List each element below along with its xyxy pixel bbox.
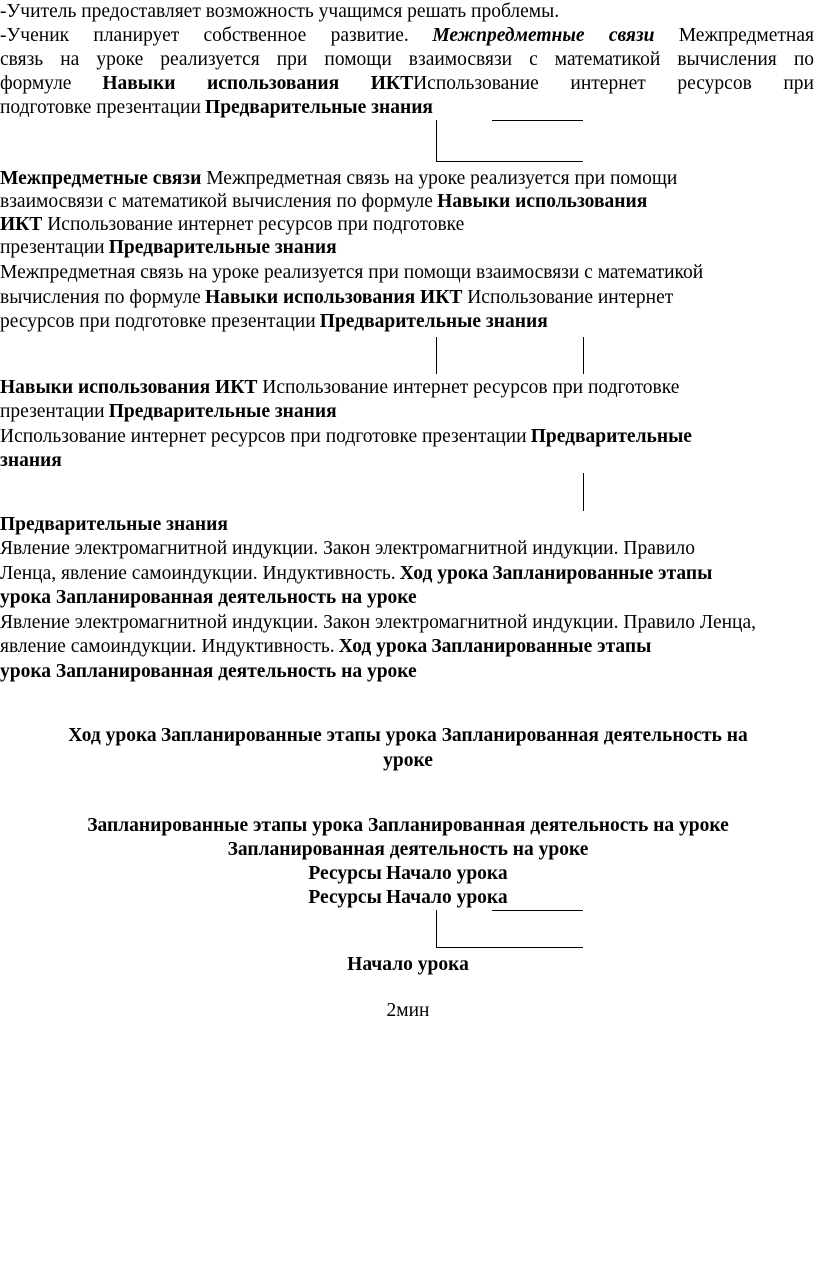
paragraph-text: Явление электромагнитной индукции. Закон электромагнитной индукции. Правило Ленца, [0,612,757,633]
text-line [0,537,695,561]
paragraph-text: -Учитель предоставляет возможность учащимся решать проблемы. [0,1,560,22]
bold-heading: Запланированная деятельность на уроке [227,839,589,860]
paragraph-text: связь на уроке реализуется при помощи взаимосвязи с математикой вычисления по [0,49,814,70]
bold-heading: Ход урока [338,636,428,657]
bold-heading: Навыки использования ИКТ [204,287,463,308]
bold-heading: Начало урока [385,887,508,908]
text-line [0,261,703,285]
text-line [0,96,433,120]
paragraph-text: Межпредметная связь на уроке реализуется при помощи [206,168,678,189]
bold-heading: Запланированные этапы [431,636,652,657]
paragraph-text: презентации [0,401,105,422]
paragraph-text: ресурсов при подготовке презентации [0,311,316,332]
bold-heading: Предварительные [530,426,692,447]
table-rule [583,473,584,511]
paragraph-text: 2мин [386,1000,430,1021]
centered-heading [0,886,816,910]
bold-heading: Навыки использования [437,191,648,212]
bold-heading: Запланированные этапы урока [87,815,364,836]
bold-heading: Начало урока [347,954,469,975]
table-rule [583,337,584,374]
bold-heading: Запланированная деятельность на уроке [55,661,417,682]
bold-heading: Запланированные этапы урока [160,725,437,746]
bold-heading: Ход урока [399,563,489,584]
bold-heading: Запланированная деятельность на уроке [55,587,417,608]
paragraph-text: Межпредметная связь на уроке реализуется при помощи взаимосвязи с математикой [0,262,704,283]
table-rule [492,120,583,121]
paragraph-text: Использование интернет ресурсов при подготовке [47,214,465,235]
bold-heading: Предварительные знания [319,311,548,332]
paragraph-text: Использование интернет ресурсов при [413,73,814,94]
text-line [0,513,228,537]
paragraph-text: Использование интернет [467,287,674,308]
bold-heading: ИКТ [0,214,43,235]
table-rule [436,120,437,162]
text-line [0,635,651,659]
bold-heading: знания [0,450,62,471]
bold-heading: урока [0,587,52,608]
missing-glyph-icon [409,28,433,43]
bold-heading: Межпредметные связи [432,25,655,46]
text-line [0,376,679,400]
bold-heading: Начало урока [385,863,508,884]
bold-heading: Предварительные знания [205,97,433,118]
text-line [0,660,417,684]
bold-heading: Ресурсы [308,863,382,884]
bold-heading: урока [0,661,52,682]
paragraph-text: презентации [0,237,105,258]
bold-heading: Межпредметные связи [0,168,202,189]
centered-heading [0,838,816,862]
text-line [0,48,814,72]
text-line [0,213,464,237]
paragraph-text: Ленца, явление самоиндукции. Индуктивность. [0,563,396,584]
missing-glyph-icon [71,76,102,91]
text-line [0,236,337,260]
table-rule [436,161,583,162]
bold-heading: Ресурсы [308,887,382,908]
text-line [0,72,814,96]
bold-heading: Навыки использования ИКТ [102,73,414,94]
text-line [0,167,677,191]
paragraph-text: формуле [0,73,72,94]
paragraph-text: вычисления по формуле [0,287,201,308]
paragraph-text: явление самоиндукции. Индуктивность. [0,636,335,657]
text-line [0,190,647,214]
text-line [0,449,62,473]
text-line [0,310,548,334]
centered-heading [0,724,816,748]
paragraph-text: Использование интернет ресурсов при подготовке презентации [0,426,527,447]
bold-heading: уроке [383,750,433,771]
bold-heading: Запланированные этапы [492,563,713,584]
table-rule [436,337,437,374]
duration-text [0,999,816,1023]
table-rule [436,947,583,948]
bold-heading: Предварительные знания [0,514,228,535]
paragraph-text: Межпредметная [678,25,814,46]
centered-heading [0,749,816,773]
paragraph-text: -Ученик планирует собственное развитие. [0,25,409,46]
bold-heading: Навыки использования ИКТ [0,377,258,398]
paragraph-text: взаимосвязи с математикой вычисления по формуле [0,191,433,212]
text-line [0,611,756,635]
bold-heading: Ход урока [68,725,157,746]
text-line [0,400,337,424]
paragraph-text: Явление электромагнитной индукции. Закон электромагнитной индукции. Правило [0,538,695,559]
text-line [0,286,673,310]
table-rule [436,910,437,948]
text-line [0,24,814,48]
bold-heading: Предварительные знания [108,237,337,258]
paragraph-text: подготовке презентации [0,97,201,118]
bold-heading: Предварительные знания [108,401,337,422]
paragraph-text: Использование интернет ресурсов при подготовке [262,377,680,398]
text-line [0,0,559,24]
text-line [0,586,417,610]
centered-heading [0,814,816,838]
table-rule [492,910,583,911]
text-line [0,562,712,586]
bold-heading: Запланированная деятельность на [441,725,748,746]
centered-heading [0,953,816,977]
centered-heading [0,862,816,886]
text-line [0,425,692,449]
bold-heading: Запланированная деятельность на уроке [367,815,729,836]
